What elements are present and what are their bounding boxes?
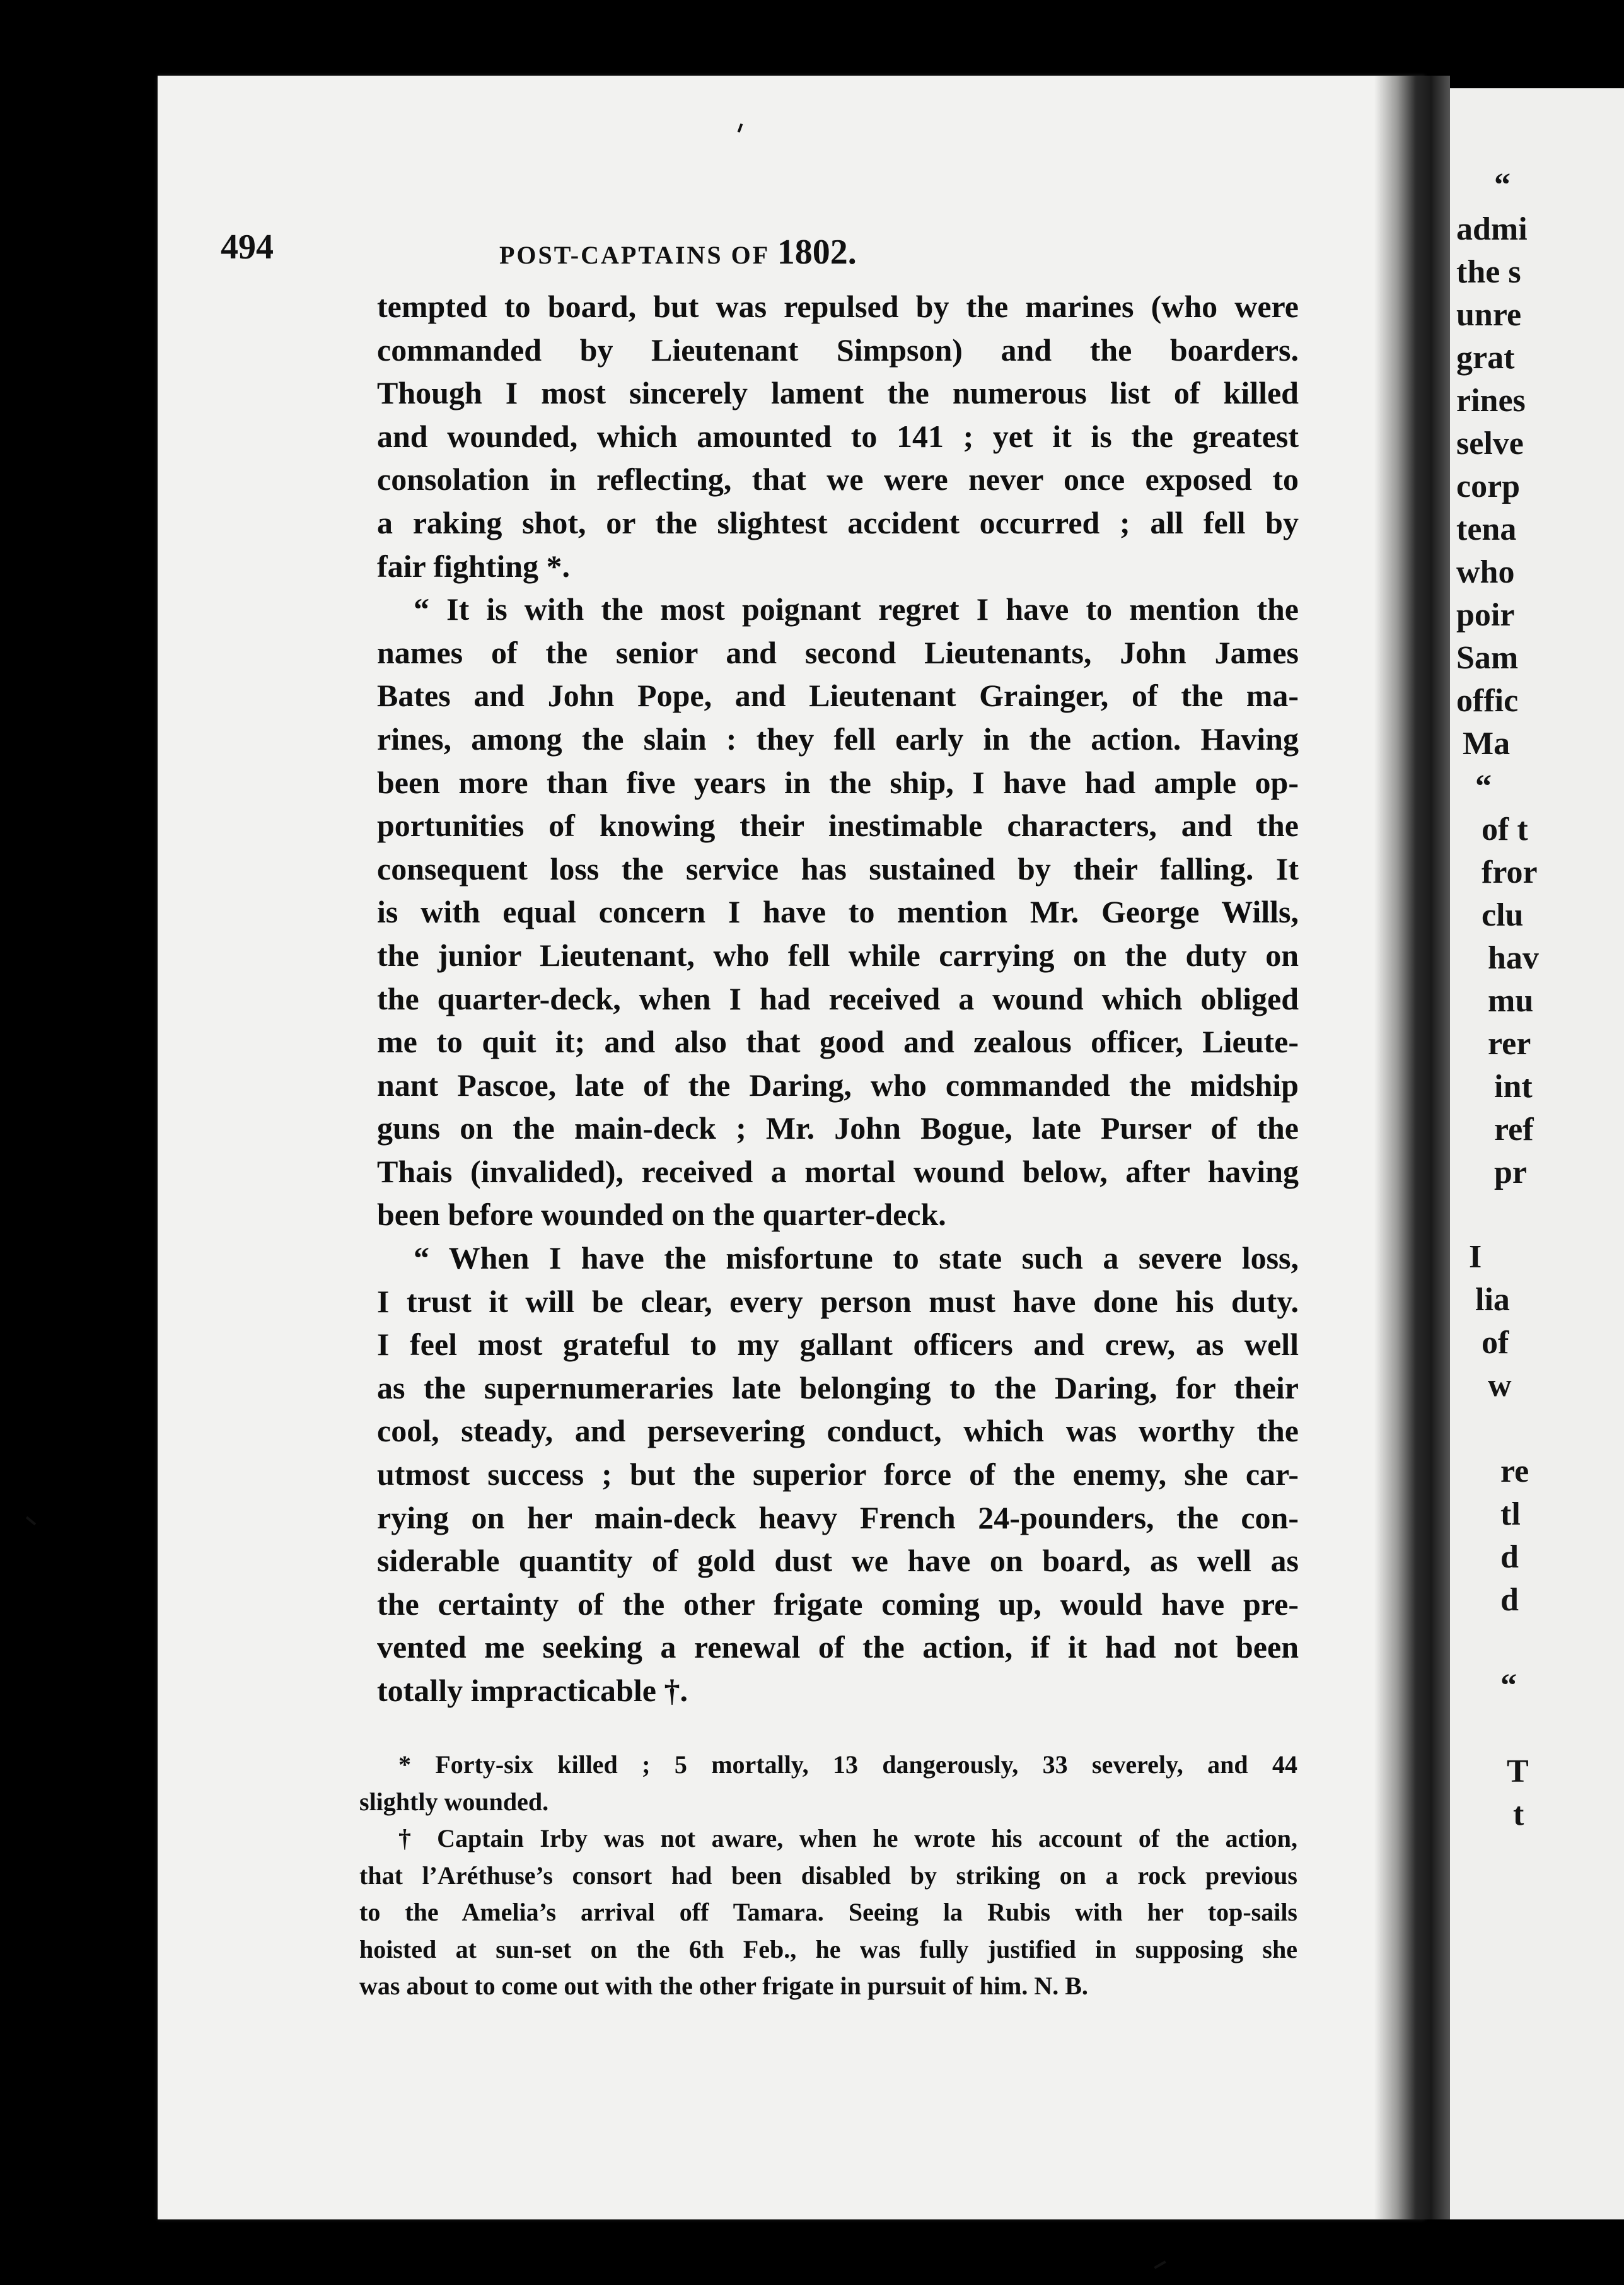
facing-page-fragment: tl xyxy=(1500,1496,1521,1532)
facing-page-fragment: mu xyxy=(1488,983,1534,1019)
facing-page-fragment: grat xyxy=(1456,340,1515,376)
facing-page-fragment: the s xyxy=(1456,254,1521,290)
facing-page-fragment: hav xyxy=(1488,940,1539,976)
running-header xyxy=(221,227,1292,271)
facing-page-fragment: “ xyxy=(1494,167,1519,203)
footnote-line: to the Amelia’s arrival off Tamara. Seeing la Rubis with her top-sails xyxy=(359,1898,1297,1926)
body-line: consequent loss the service has sustained by their falling. It xyxy=(377,851,1299,887)
footnote-line: * Forty-six killed ; 5 mortally, 13 dangerously, 33 severely, and 44 xyxy=(398,1750,1297,1779)
body-line: siderable quantity of gold dust we have on board, as well as xyxy=(377,1543,1299,1579)
facing-page-fragment: “ xyxy=(1475,769,1492,805)
book-gutter xyxy=(1374,76,1450,2219)
facing-page-fragment: Ma xyxy=(1463,726,1511,762)
body-line: rying on her main-deck heavy French 24-pounders, the con- xyxy=(377,1499,1299,1535)
body-line: names of the senior and second Lieutenants, John James xyxy=(377,634,1299,670)
facing-page-fragment: pr xyxy=(1494,1154,1527,1190)
footnote-line: hoisted at sun-set on the 6th Feb., he was fully justified in supposing she xyxy=(359,1934,1297,1963)
facing-page-fragment: d xyxy=(1500,1582,1519,1618)
footnote-line: was about to come out with the other frigate in pursuit of him. N. B. xyxy=(359,1972,1088,2000)
body-line: guns on the main-deck ; Mr. John Bogue, late Purser of the xyxy=(377,1110,1299,1146)
body-line: been before wounded on the quarter-deck. xyxy=(377,1197,946,1233)
body-line: the quarter-deck, when I had received a wound which obliged xyxy=(377,980,1299,1016)
body-line: tempted to board, but was repulsed by the marines (who were xyxy=(377,289,1299,324)
facing-page-fragment: lia xyxy=(1475,1282,1510,1318)
page-number: 494 xyxy=(221,228,274,267)
facing-page-fragment: T xyxy=(1507,1753,1529,1789)
body-line: “ When I have the misfortune to state such a severe loss, xyxy=(414,1240,1299,1276)
facing-page-fragment: rines xyxy=(1456,383,1526,419)
body-line: rines, among the slain : they fell early in the action. Having xyxy=(377,721,1299,757)
body-line: vented me seeking a renewal of the action, if it had not been xyxy=(377,1629,1299,1665)
facing-page-edge xyxy=(1450,88,1624,2219)
facing-page-fragment: “ xyxy=(1500,1668,1517,1704)
facing-page-fragment: who xyxy=(1456,554,1515,590)
body-line: nant Pascoe, late of the Daring, who commanded the midship xyxy=(377,1067,1299,1103)
body-line: fair fighting *. xyxy=(377,548,571,584)
running-title-year: 1802. xyxy=(777,233,857,272)
facing-page-fragment: offic xyxy=(1456,683,1519,719)
body-line: consolation in reflecting, that we were never once exposed to xyxy=(377,462,1299,497)
body-line: and wounded, which amounted to 141 ; yet it is the greatest xyxy=(377,418,1299,454)
facing-page-fragment: poir xyxy=(1456,597,1515,633)
body-line: the junior Lieutenant, who fell while carrying on the duty on xyxy=(377,937,1299,973)
body-line: cool, steady, and persevering conduct, which was worthy the xyxy=(377,1413,1299,1449)
facing-page-fragment: Sam xyxy=(1456,640,1519,676)
facing-page-fragment: tena xyxy=(1456,511,1517,547)
body-line: utmost success ; but the superior force of the enemy, she car- xyxy=(377,1456,1299,1492)
facing-page-fragment: unre xyxy=(1456,297,1522,333)
facing-page-fragment: int xyxy=(1494,1069,1533,1105)
body-line: commanded by Lieutenant Simpson) and the boarders. xyxy=(377,332,1299,368)
stray-mark xyxy=(26,1516,36,1526)
facing-page-fragment: fror xyxy=(1482,854,1538,890)
body-line: me to quit it; and also that good and zealous officer, Lieute- xyxy=(377,1024,1299,1060)
body-line: the certainty of the other frigate coming up, would have pre- xyxy=(377,1586,1299,1622)
facing-page-fragment: of xyxy=(1482,1325,1509,1361)
facing-page-fragment: corp xyxy=(1456,468,1521,504)
footnotes xyxy=(359,1747,1297,2005)
body-line: been more than five years in the ship, I have had ample op- xyxy=(377,764,1299,800)
body-line: totally impracticable †. xyxy=(377,1673,688,1708)
body-line: “ It is with the most poignant regret I have to mention the xyxy=(414,591,1299,627)
facing-page-fragment: admi xyxy=(1456,211,1528,247)
facing-page-fragment: of t xyxy=(1482,811,1528,847)
facing-page-fragment: clu xyxy=(1482,897,1524,933)
body-line: portunities of knowing their inestimable characters, and the xyxy=(377,808,1299,844)
body-line: as the supernumeraries late belonging to the Daring, for their xyxy=(377,1369,1299,1405)
facing-page-fragment: rer xyxy=(1488,1026,1531,1062)
running-title-text: POST-CAPTAINS OF xyxy=(499,241,777,269)
facing-page-fragment: I xyxy=(1469,1239,1490,1275)
body-line: Though I most sincerely lament the numerous list of killed xyxy=(377,375,1299,411)
facing-page-fragment: w xyxy=(1488,1368,1512,1404)
facing-page-fragment: t xyxy=(1513,1796,1524,1832)
facing-page-fragment: d xyxy=(1500,1539,1519,1575)
footnote-line: † Captain Irby was not aware, when he wrote his account of the action, xyxy=(398,1824,1297,1852)
body-line: Thais (invalided), received a mortal wound below, after having xyxy=(377,1153,1299,1189)
facing-page-fragment: ref xyxy=(1494,1112,1534,1148)
body-line: I feel most grateful to my gallant officers and crew, as well xyxy=(377,1327,1299,1363)
running-title xyxy=(499,232,857,272)
facing-page-fragment: re xyxy=(1500,1453,1529,1489)
footnote-line: that l’Aréthuse’s consort had been disabled by striking on a rock previous xyxy=(359,1861,1297,1890)
body-text xyxy=(377,285,1299,1712)
footnote-line: slightly wounded. xyxy=(359,1787,549,1816)
body-line: is with equal concern I have to mention Mr. George Wills, xyxy=(377,894,1299,930)
stray-mark xyxy=(1154,2260,1166,2269)
body-line: Bates and John Pope, and Lieutenant Grainger, of the ma- xyxy=(377,678,1299,714)
body-line: I trust it will be clear, every person must have done his duty. xyxy=(377,1283,1299,1319)
body-line: a raking shot, or the slightest accident occurred ; all fell by xyxy=(377,504,1299,540)
facing-page-fragment: selve xyxy=(1456,426,1524,462)
